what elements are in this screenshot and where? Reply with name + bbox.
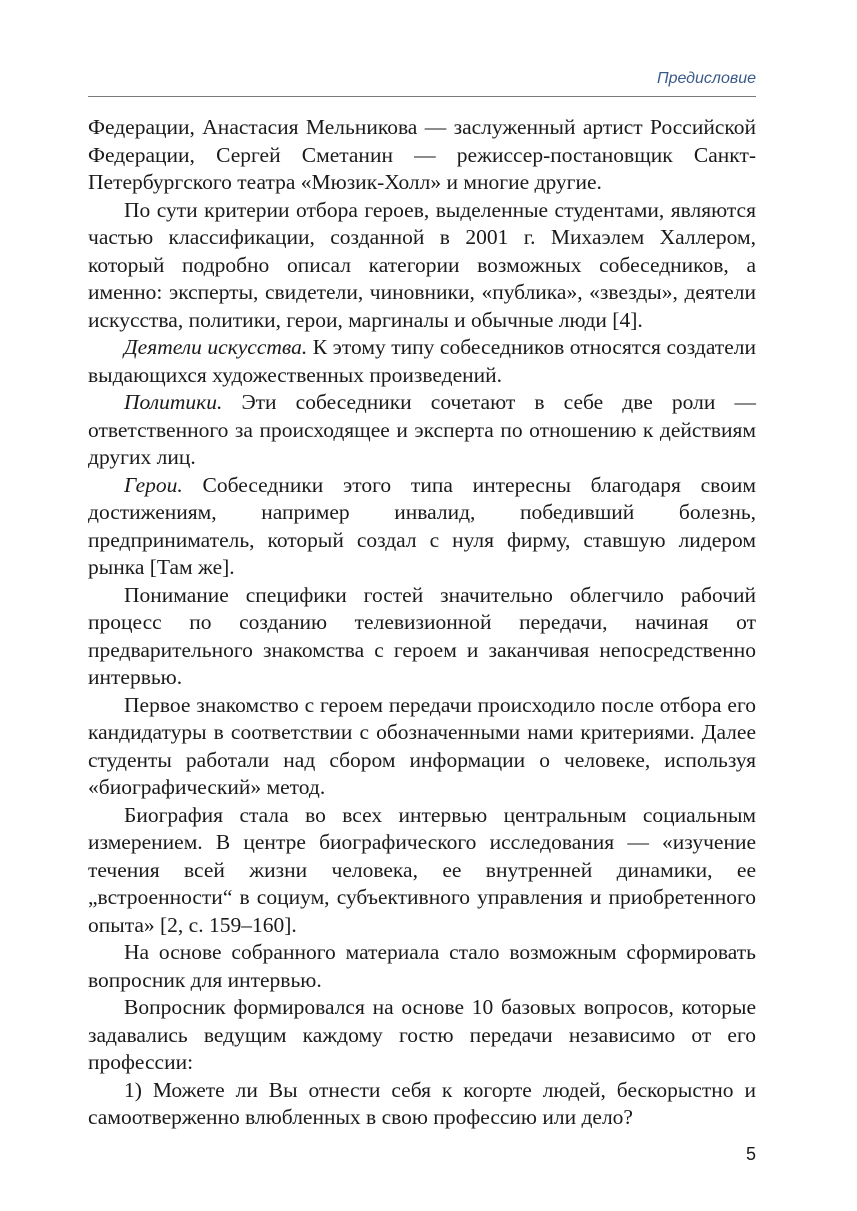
category-term: Герои. <box>124 472 183 497</box>
running-header-title: Предисловие <box>656 70 756 87</box>
paragraph-text: Собеседники этого типа интересны благодаря своим достижениям, например инвалид, победивший болезнь, предприниматель, который создал с нуля фирму, ставшую лидером рынка [Там же]. <box>88 472 756 579</box>
header-divider <box>88 96 756 97</box>
paragraph-text: 1) Можете ли Вы отнести себя к когорте людей, бескорыстно и самоотверженно влюбленных в свою профессию или дело? <box>88 1077 756 1129</box>
paragraph <box>88 802 756 940</box>
paragraph-category-politicians <box>88 389 756 472</box>
paragraph-text: Вопросник формировался на основе 10 базовых вопросов, которые задавались ведущим каждому гостю передачи независимо от его профессии: <box>88 995 756 1074</box>
paragraph-text: По сути критерии отбора героев, выделенные студентами, являются частью классификации, созданной в 2001 г. Михаэлем Халлером, который подробно описал категории возможных собеседников, а именно: эксперты, свидетели, чиновники, «публика», «звезды», деятели искусства, политики, герои, маргиналы и обычные люди [4]. <box>88 197 756 332</box>
paragraph <box>88 582 756 692</box>
category-term: Деятели искусства. <box>124 335 308 359</box>
question-item <box>88 1077 756 1132</box>
page-number: 5 <box>745 1144 756 1164</box>
paragraph <box>88 692 756 802</box>
paragraph-category-heroes <box>88 472 756 582</box>
paragraph <box>88 939 756 994</box>
category-term: Политики. <box>124 390 223 414</box>
paragraph-text: На основе собранного материала стало возможным сформировать вопросник для интервью. <box>88 940 756 992</box>
body-text <box>88 114 756 1132</box>
paragraph-continuation <box>88 114 756 197</box>
paragraph-text: Биография стала во всех интервью центральным социальным измерением. В центре биографического исследования — «изучение течения всей жизни человека, ее внутренней динамики, ее „встроенности“ в социум, субъективного управления и приобретенного опыта» [2, с. 159–160]. <box>88 802 756 937</box>
paragraph-text: Эти собеседники сочетают в себе две роли — ответственного за происходящее и эксперта по отношению к действиям других лиц. <box>88 390 756 469</box>
paragraph-category-artists <box>88 334 756 389</box>
paragraph-text: К этому типу собеседников относятся создатели выдающихся художественных произведений. <box>88 335 756 387</box>
paragraph-text: Понимание специфики гостей значительно облегчило рабочий процесс по созданию телевизионной передачи, начиная от предварительного знакомства с героем и заканчивая непосредственно интервью. <box>88 582 756 689</box>
paragraph-text: Первое знакомство с героем передачи происходило после отбора его кандидатуры в соответствии с обозначенными нами критериями. Далее студенты работали над сбором информации о человеке, используя «биографический» метод. <box>88 692 756 799</box>
paragraph <box>88 994 756 1077</box>
paragraph <box>88 197 756 335</box>
paragraph-text: Федерации, Анастасия Мельникова — заслуженный артист Российской Федерации, Сергей Сметанин — режиссер-постановщик Санкт-Петербургского театра «Мюзик-Холл» и многие другие. <box>88 115 756 194</box>
